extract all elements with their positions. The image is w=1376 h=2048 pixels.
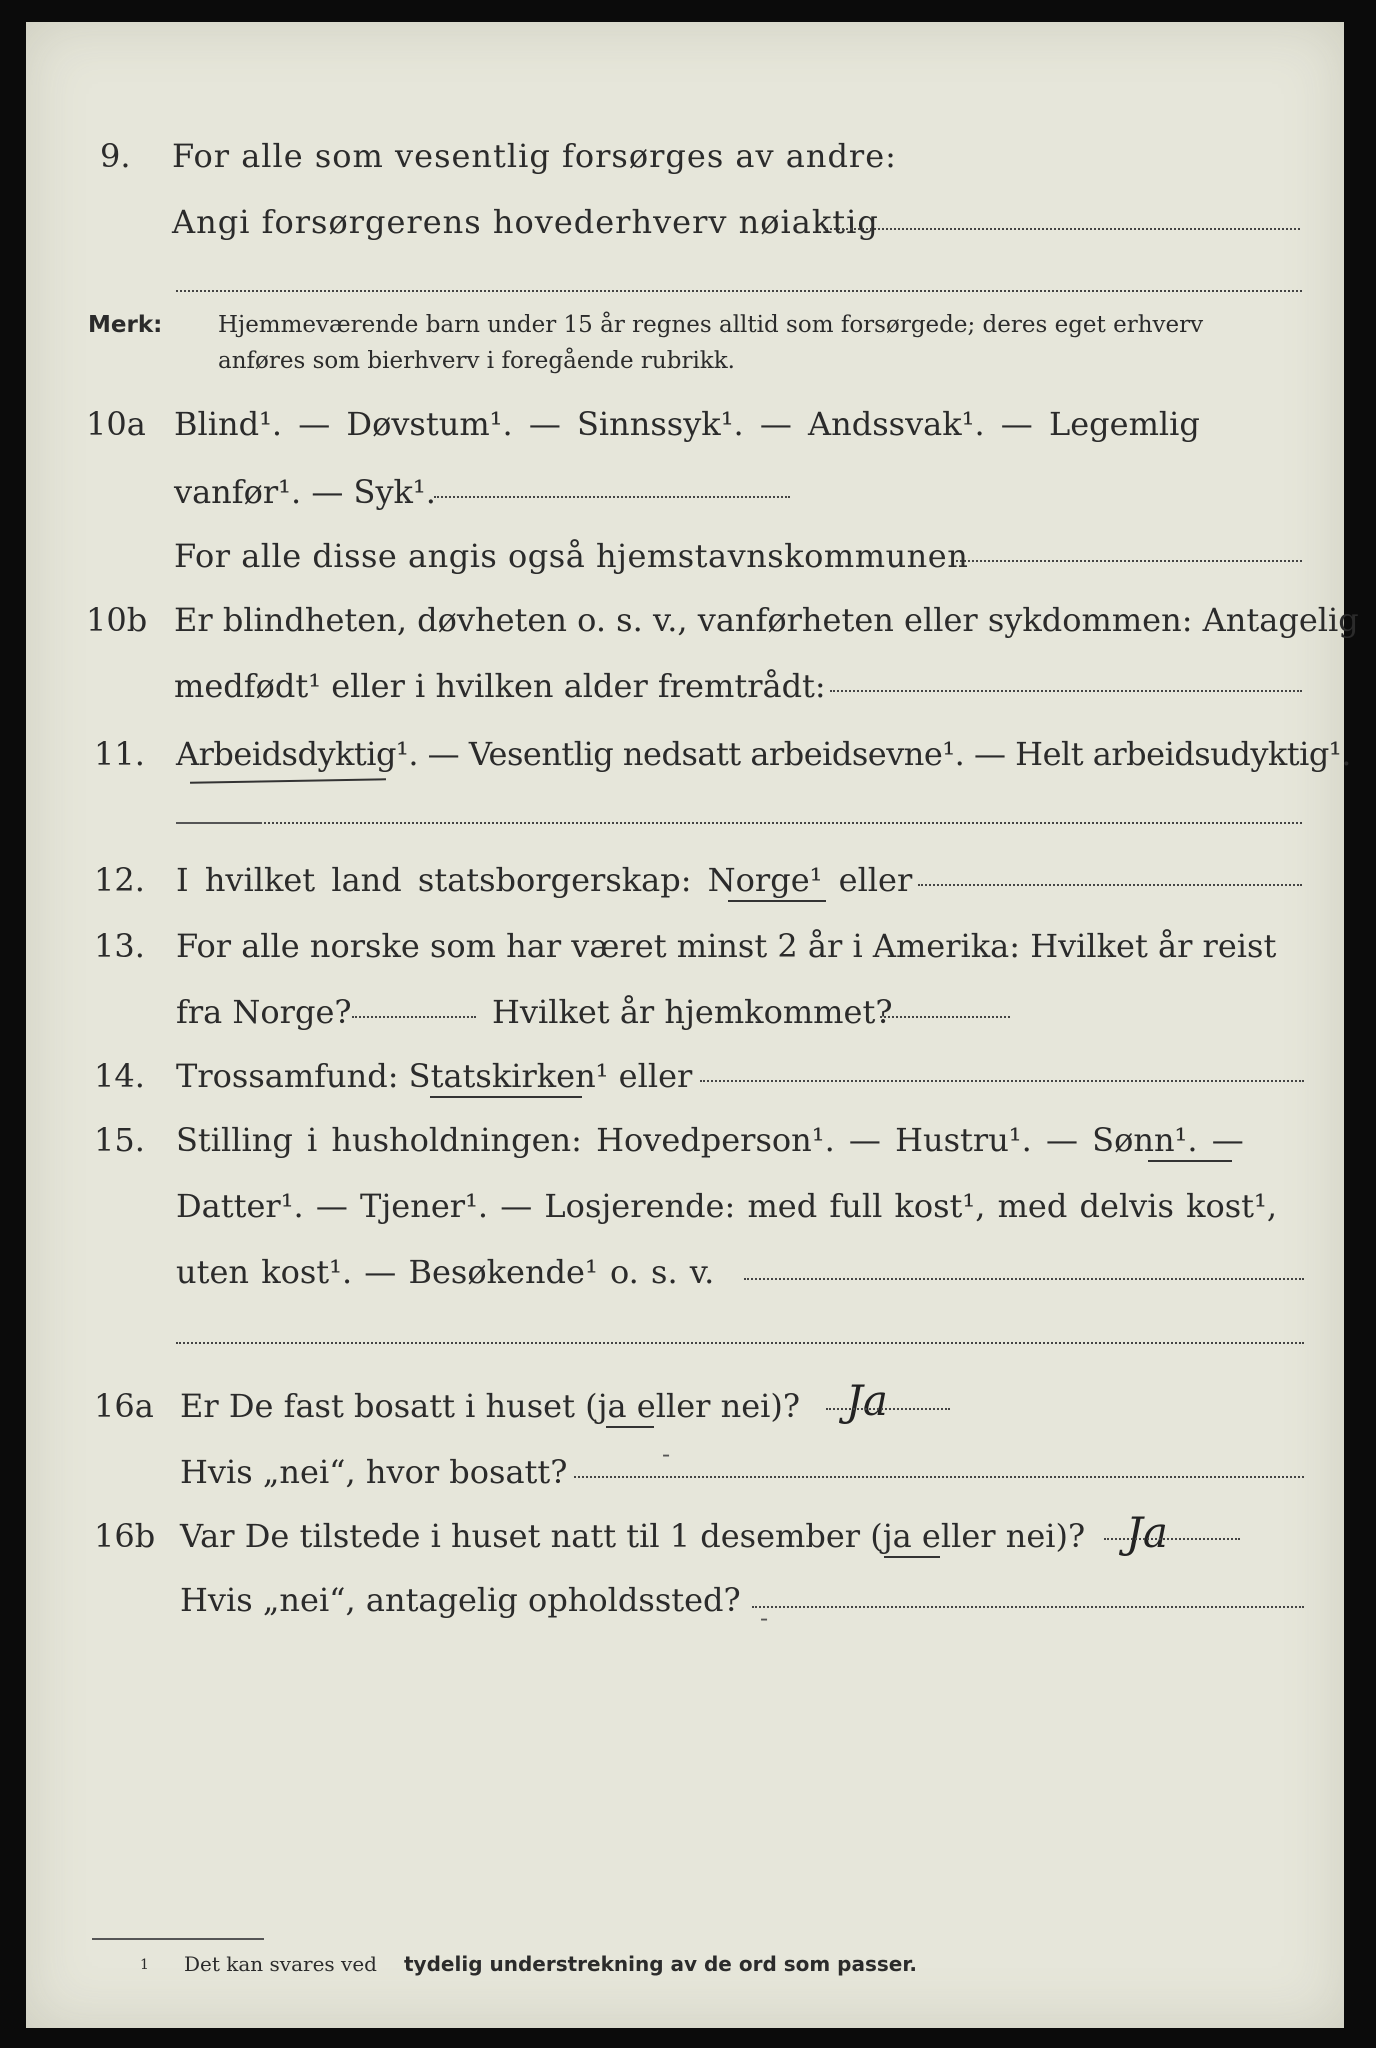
q13-line2a: fra Norge? (176, 993, 352, 1031)
q13-line1: For alle norske som har været minst 2 år i Amerika: Hvilket år reist (176, 927, 1277, 965)
q9-number: 9. (100, 137, 131, 175)
merk-line2: anføres som bierhverv i foregående rubrikk. (218, 348, 735, 374)
q10b-answer-line[interactable] (830, 690, 1302, 692)
q10a-hjemstavn-line[interactable] (956, 560, 1302, 562)
q10b-line1: Er blindheten, døvheten o. s. v., vanførheten eller sykdommen: Antagelig (174, 601, 1359, 639)
q16b-handwritten-answer: Ja (1126, 1508, 1168, 1557)
q15-line1: Stilling i husholdningen: Hovedperson¹. — Hustru¹. — Sønn¹. — (176, 1121, 1244, 1159)
q12-norge-underline (728, 900, 826, 902)
q13-number: 13. (94, 927, 145, 965)
q16b-line1: Var De tilstede i huset natt til 1 desember (ja eller nei)? (180, 1517, 1086, 1555)
q16b-dash-answer: - (760, 1604, 769, 1632)
q14-number: 14. (94, 1057, 145, 1095)
q9-line1: For alle som vesentlig forsørges av andre: (172, 137, 897, 175)
q16a-dash-answer: - (662, 1440, 671, 1468)
q13-line2b: Hvilket år hjemkommet? (492, 993, 893, 1031)
merk-line1: Hjemmeværende barn under 15 år regnes alltid som forsørgede; deres eget erhverv (218, 312, 1204, 338)
merk-label: Merk: (88, 312, 163, 338)
q16a-line2: Hvis „nei“, hvor bosatt? (180, 1453, 568, 1491)
q16b-answer-field[interactable] (1104, 1508, 1240, 1560)
footnote-text-a: Det kan svares ved (184, 1952, 377, 1976)
q11-answer-stub (176, 822, 262, 824)
footnote-rule (92, 1938, 264, 1940)
q15-sonn-underline (1148, 1160, 1232, 1162)
footnote-text-b: tydelig understrekning av de ord som passer. (404, 1952, 917, 1976)
q11-answer-line[interactable] (264, 822, 1302, 824)
q12-line1: I hvilket land statsborgerskap: Norge¹ eller (176, 861, 913, 899)
q14-statskirken-underline (430, 1096, 582, 1098)
q16a-number: 16a (94, 1387, 154, 1425)
q16a-line1: Er De fast bosatt i huset (ja eller nei)? (180, 1387, 801, 1425)
q16a-handwritten-answer: Ja (846, 1376, 888, 1425)
q16a-bosatt-line (574, 1476, 1304, 1478)
q16a-answer-line (826, 1408, 950, 1410)
q16a-bosatt-field[interactable] (574, 1440, 1304, 1490)
q15-line3: uten kost¹. — Besøkende¹ o. s. v. (176, 1253, 715, 1291)
q10b-number: 10b (86, 601, 148, 639)
q15-answer-line-2[interactable] (176, 1342, 1304, 1344)
q11-line1: Arbeidsdyktig¹. — Vesentlig nedsatt arbeidsevne¹. — Helt arbeidsudyktig¹. (176, 735, 1351, 773)
q10a-line2: vanfør¹. — Syk¹. (174, 473, 436, 511)
q12-number: 12. (94, 861, 145, 899)
q10a-syk-line[interactable] (434, 496, 790, 498)
q9-answer-line[interactable] (826, 228, 1300, 230)
footnote-mark: 1 (140, 1957, 149, 1973)
q9-line2: Angi forsørgerens hovederhverv nøiaktig (172, 203, 879, 241)
q10b-line2: medfødt¹ eller i hvilken alder fremtrådt: (174, 667, 826, 705)
q16b-answer-line (1104, 1538, 1240, 1540)
q16b-opholdssted-line (752, 1606, 1304, 1608)
q15-line2: Datter¹. — Tjener¹. — Losjerende: med full kost¹, med delvis kost¹, (176, 1187, 1278, 1225)
q16a-answer-field[interactable] (826, 1376, 950, 1428)
q15-number: 15. (94, 1121, 145, 1159)
q13-reist-line[interactable] (352, 1016, 476, 1018)
q11-number: 11. (94, 735, 145, 773)
q15-answer-line[interactable] (744, 1278, 1304, 1280)
q13-hjemkommet-line[interactable] (880, 1016, 1010, 1018)
q16a-ja-underline (606, 1426, 654, 1428)
q10a-line3: For alle disse angis også hjemstavnskommunen (174, 537, 969, 575)
q16b-opholdssted-field[interactable] (752, 1584, 1304, 1644)
q16b-number: 16b (94, 1517, 156, 1555)
q12-answer-line[interactable] (918, 884, 1302, 886)
q10a-number: 10a (86, 405, 146, 443)
q14-line1: Trossamfund: Statskirken¹ eller (176, 1057, 693, 1095)
q14-answer-line[interactable] (700, 1080, 1304, 1082)
q16b-ja-underline (884, 1556, 940, 1558)
q9-answer-line-2[interactable] (176, 290, 1302, 292)
q10a-line1: Blind¹. — Døvstum¹. — Sinnssyk¹. — Andssvak¹. — Legemlig (174, 405, 1200, 443)
q16b-line2: Hvis „nei“, antagelig opholdssted? (180, 1581, 741, 1619)
